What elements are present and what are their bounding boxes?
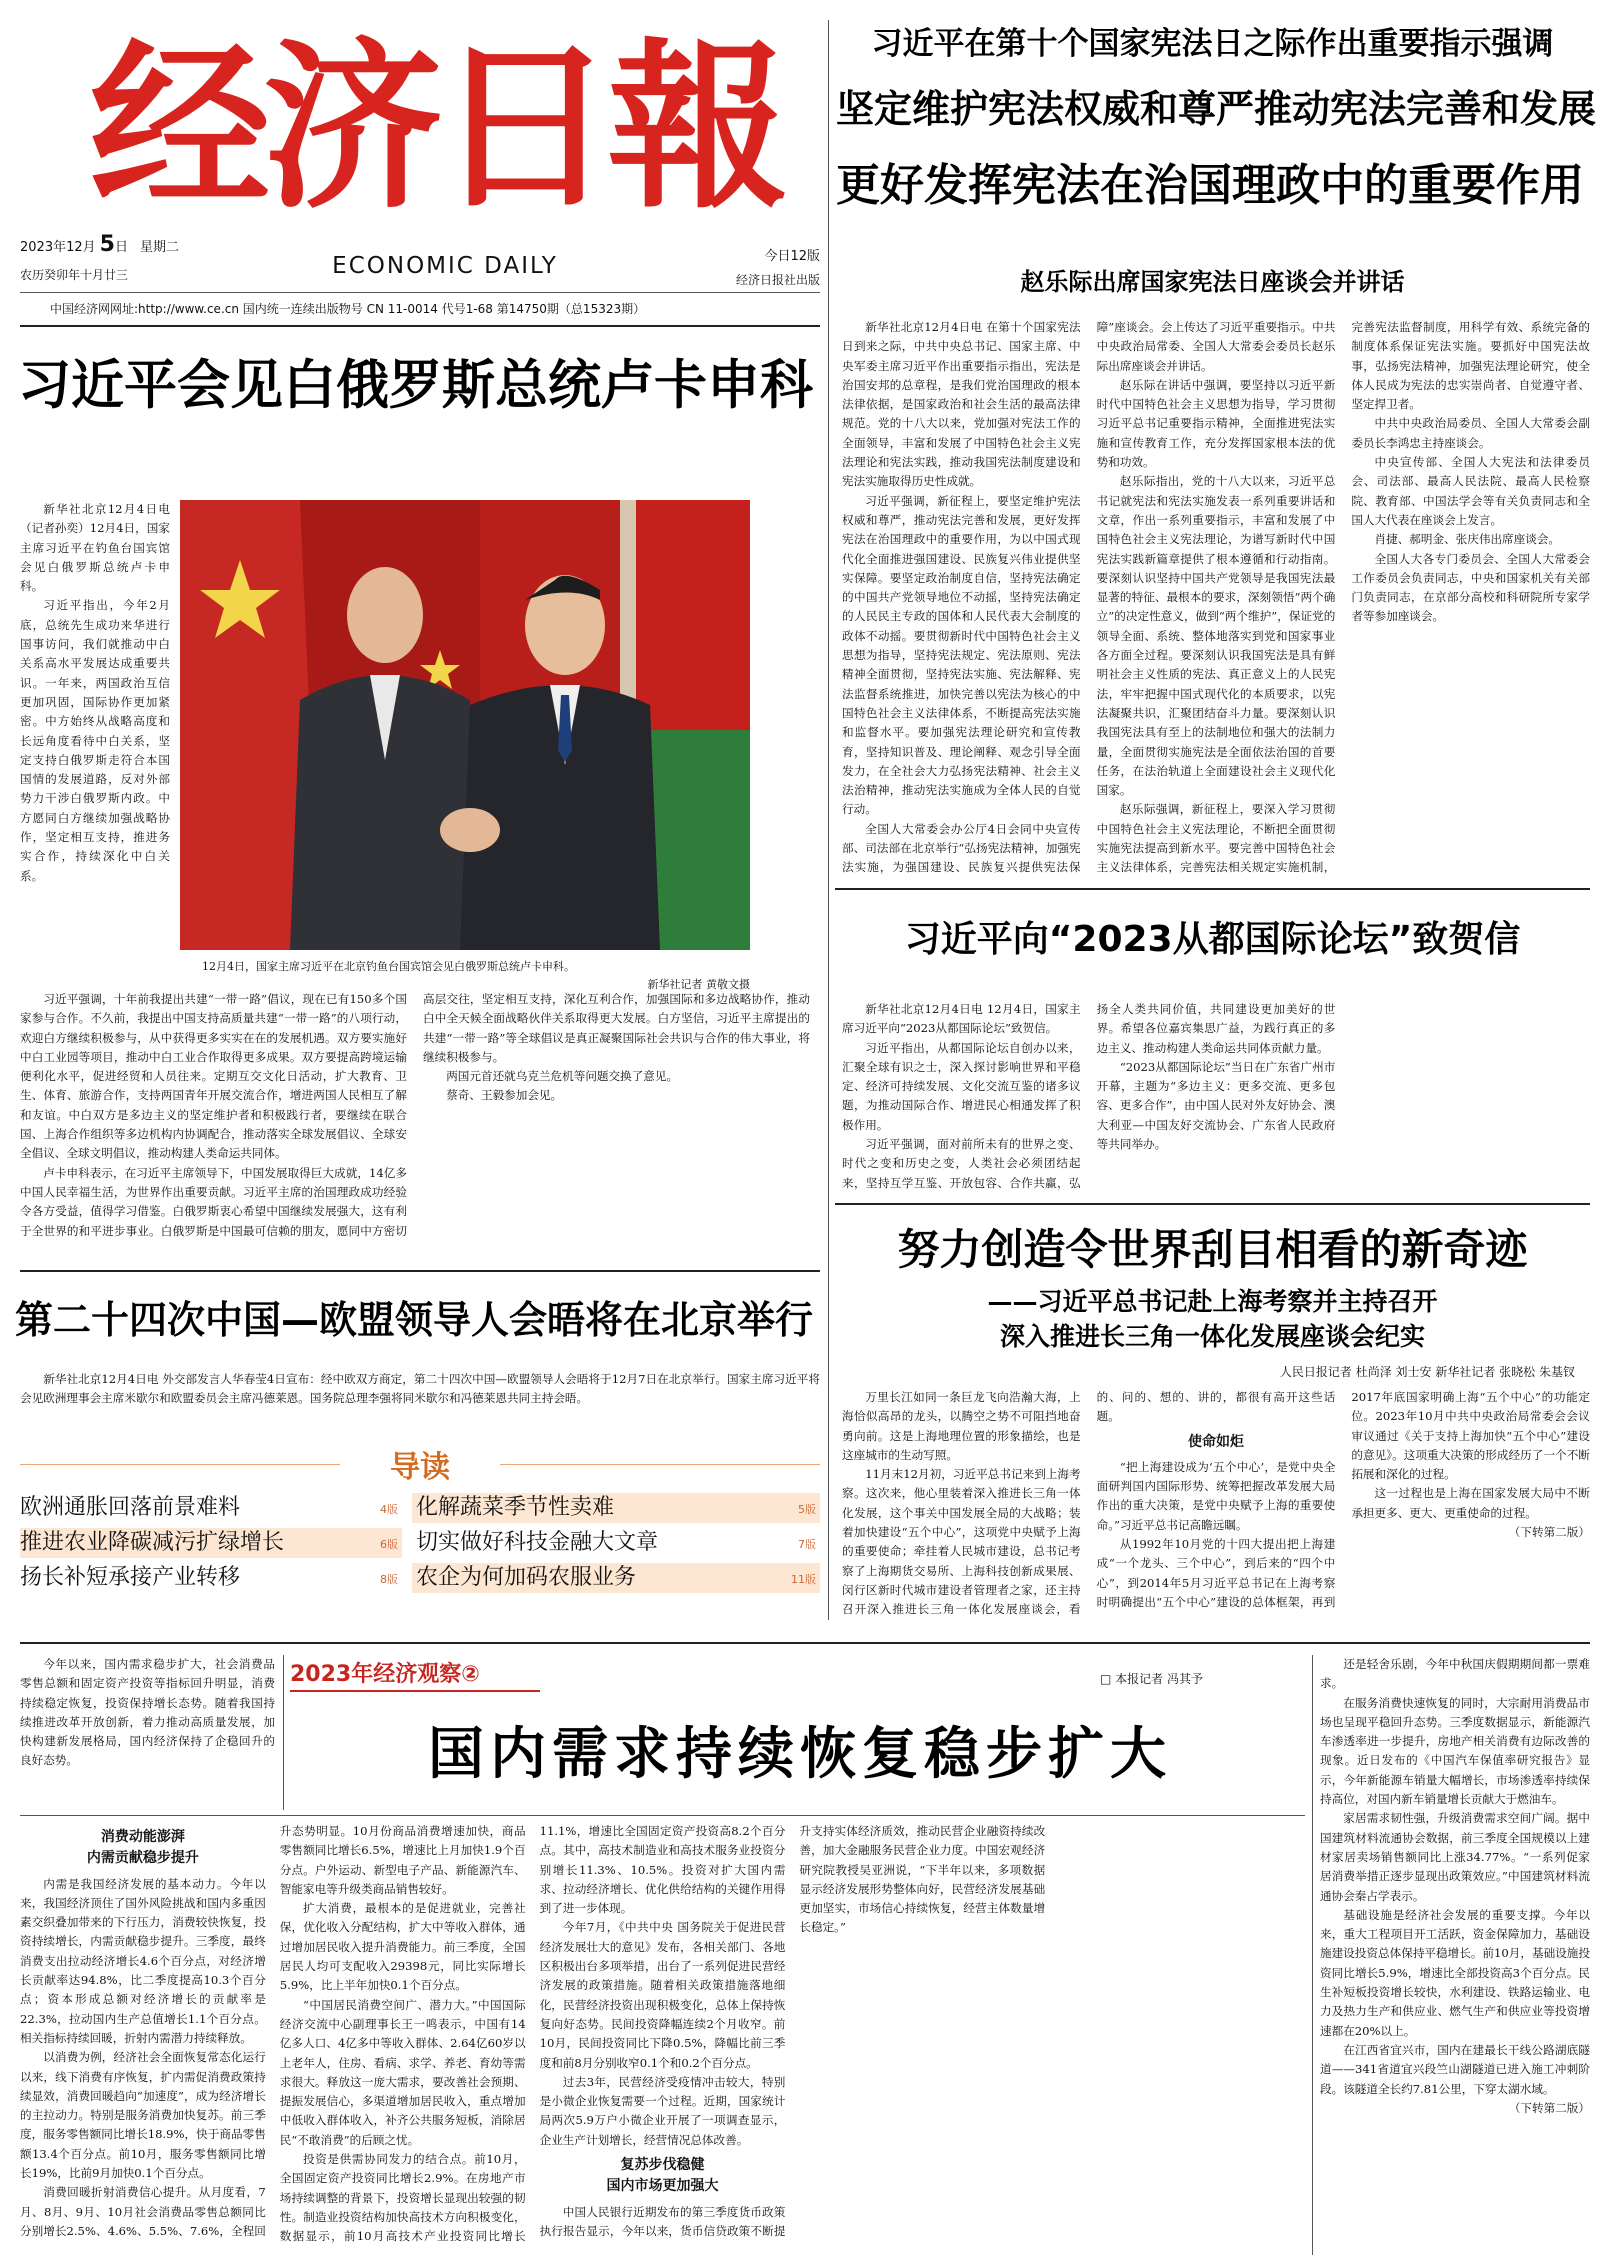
economy-side-text: 还是轻舍乐剧，今年中秋国庆假期期间都一票难求。 在服务消费快速恢复的同时，大宗耐用消费品市场也呈现平稳回升态势。三季度数据显示，新能源汽车渗透率进一步提升，房地产相关消费有边际改善的现象。近日发布的《中国汽车保值率研究报告》显示，今年新能源车销量大幅增长，市场渗透率持续保持高位，对国内新车销量增长贡献大于燃油车。 家居需求韧性强，升级消费需求空间广阔。据中国建筑材料流通协会数据，前三季度全国规模以上建材家居卖场销售额同比上涨34.77%。“一系列促家居消费举措正逐步显现出政策效应。”中国建筑材料流通协会秦占学表示。 基础设施是经济社会发展的重要支撑。今年以来，重大工程项目开工活跃，资金保障加力，基础设施建设投资总体保持平稳增长。前10月，基础设施投资同比增长5.9%，增速比全部投资高3个百分点。民生补短板投资增长较快，水利建设、铁路运输业、电力及热力生产和供应业、燃气生产和供应业等投资增速都在20%以上。 在江西省宜兴市，国内在建最长干线公路湖底隧道——341省道宜兴段竺山湖隧道已进入施工冲刺阶段。该隧道全长约7.81公里，下穿太湖水域。 （下转第二版） (1320, 1655, 1590, 2255)
daodu-item[interactable]: 扬长补短承接产业转移 8版 (20, 1565, 398, 1590)
masthead-info: 中国经济网网址:http://www.ce.cn 国内统一连续出版物号 CN 11-0014 代号1-68 第14750期（总15323期） (50, 302, 646, 316)
economy-title: 国内需求持续恢复稳步扩大 (428, 1722, 1172, 1787)
belarus-side-text: 新华社北京12月4日电（记者孙奕）12月4日，国家主席习近平在钓鱼台国宾馆会见白俄罗斯总统卢卡申科。 习近平指出，今年2月底，总统先生成功来华进行国事访问，我们就推动中白关系高水平发展达成重要共识。一年来，两国政治互信更加巩固，国际协作更加紧密。中方始终从战略高度和长远角度看待中白关系，坚定支持白俄罗斯走符合本国国情的发展道路，反对外部势力干涉白俄罗斯内政。中方愿同白方继续加强战略协作，坚定相互支持，推进务实合作，持续深化中白关系。 (20, 502, 170, 883)
shanghai-subtitle-1: ——习近平总书记赴上海考察并主持召开 (987, 1287, 1438, 1316)
daodu-item[interactable]: 切实做好科技金融大文章 7版 (416, 1530, 816, 1555)
daodu-title: 导读 (340, 1442, 500, 1486)
constitution-title-1: 坚定维护宪法权威和尊严推动宪法完善和发展 (836, 87, 1596, 131)
issue-day: 5 (99, 232, 115, 257)
masthead-pages: 今日12版 (764, 249, 820, 264)
belarus-title: 习近平会见白俄罗斯总统卢卡申科 (18, 355, 813, 416)
economy-badge[interactable]: 2023年经济观察② (290, 1658, 540, 1692)
belarus-bottom-text: 习近平强调，十年前我提出共建“一带一路”倡议，现在已有150多个国家参与合作。不久前，我提出中国支持高质量共建“一带一路”的八项行动，欢迎白方继续积极参与，从中获得更多实实在在的发展机遇。双方要实施好中白工业园等项目，推动中白工业合作取得更多成果。双方要提高跨境运输便利化水平，促进经贸和人员往来。定期互交文化日活动，扩大教育、卫生、体育、旅游合作，支持两国青年开展交流合作，增进两国人民相互了解和友谊。中白双方是多边主义的坚定维护者和积极践行者，要继续在联合国、上海合作组织等多边机构内协调配合，推动落实全球发展倡议、全球安全倡议、全球文明倡议，推动构建人类命运共同体。 卢卡申科表示，在习近平主席领导下，中国发展取得巨大成就，14亿多中国人民幸福生活，为世界作出重要贡献。习近平主席的治国理政成功经验令各方受益，值得学习借鉴。白俄罗斯衷心希望中国继续发展强大，这有利于全世界的和平进步事业。白俄罗斯是中国最可信赖的朋友，愿同中方密切高层交往，坚定相互支持，深化互利合作，加强国际和多边战略协作，推动白中全天候全面战略伙伴关系取得更大发展。白方坚信，习近平主席提出的共建“一带一路”等全球倡议是真正凝聚国际社会共识与合作的伟大事业，将继续积极参与。 两国元首还就乌克兰危机等问题交换了意见。 蔡奇、王毅参加会见。 (20, 992, 810, 1238)
eu-title: 第二十四次中国—欧盟领导人会晤将在北京举行 (15, 1298, 814, 1342)
economy-continue: （下转第二版） (1508, 2100, 1590, 2115)
daodu-item[interactable]: 农企为何加码农服业务 11版 (412, 1563, 820, 1593)
masthead-english: ECONOMIC DAILY (332, 253, 558, 279)
daodu-item[interactable]: 化解蔬菜季节性卖难 5版 (412, 1493, 820, 1523)
shanghai-title: 努力创造令世界刮目相看的新奇迹 (897, 1225, 1528, 1274)
issue-date: 2023年12月 (20, 240, 96, 255)
constitution-body: 新华社北京12月4日电 在第十个国家宪法日到来之际，中共中央总书记、国家主席、中央军委主席习近平作出重要指示指出，宪法是治国安邦的总章程，是我们党治国理政的根本法律依据，是国家政治和社会生活的最高法律规范。党的十八大以来，党加强对宪法工作的全面领导，丰富和发展了中国特色社会主义宪法理论和宪法实践，推动我国宪法制度建设和宪法实施取得历史性成就。 习近平强调，新征程上，要坚定维护宪法权威和尊严，推动宪法完善和发展，更好发挥宪法在治国理政中的重要作用，为以中国式现代化全面推进强国建设、民族复兴伟业提供坚实保障。要坚定政治制度自信，坚持宪法确定的中国共产党领导地位不动摇，坚持宪法确定的人民民主专政的国体和人民代表大会制度的政体不动摇。要贯彻新时代中国特色社会主义思想为指导，坚持宪法规定、宪法原则、宪法精神全面贯彻，坚持宪法实施、宪法解释、宪法监督系统推进，加快完善以宪法为核心的中国特色社会主义法律体系，不断提高宪法实施和监督水平。要加强宪法理论研究和宣传教育，坚持知识普及、理论阐释、观念引导全面发力，在全社会大力弘扬宪法精神、社会主义法治精神，推动宪法实施成为全体人民的自觉行动。 全国人大常委会办公厅4日会同中央宣传部、司法部在北京举行“弘扬宪法精神，加强宪法实施，为强国建设、民族复兴提供宪法保障”座谈会。会上传达了习近平重要指示。中共中央政治局常委、全国人大常委会委员长赵乐际出席座谈会并讲话。 赵乐际在讲话中强调，要坚持以习近平新时代中国特色社会主义思想为指导，学习贯彻习近平总书记重要指示精神，全面推进宪法实施和宣传教育工作，充分发挥国家根本法的优势和功效。 赵乐际指出，党的十八大以来，习近平总书记就宪法和宪法实施发表一系列重要讲话和文章，作出一系列重要指示，丰富和发展了中国特色社会主义宪法理论，为谱写新时代中国宪法实践新篇章提供了根本遵循和行动指南。要深刻认识坚持中国共产党领导是我国宪法最显著的特征、最根本的要求，深刻领悟“两个确立”的决定性意义，做到“两个维护”，保证党的领导全面、系统、整体地落实到党和国家事业各方面全过程。要深刻认识我国宪法是具有鲜明社会主义性质的宪法、真正意义上的人民宪法，牢牢把握中国式现代化的本质要求，以宪法凝聚共识，汇聚团结奋斗力量。要深刻认识我国宪法具有至上的法制地位和强大的法制力量，全面贯彻实施宪法是全面依法治国的首要任务，在法治轨道上全面建设社会主义现代化国家。 赵乐际强调，新征程上，要深入学习贯彻中国特色社会主义宪法理论，不断把全面贯彻实施宪法提高到新水平。要完善中国特色社会主义法律体系，完善宪法相关规定实施机制，完善宪法监督制度，用科学有效、系统完备的制度体系保证宪法实施。要抓好中国宪法故事，弘扬宪法精神，加强宪法理论研究，使全体人民成为宪法的忠实崇尚者、自觉遵守者、坚定捍卫者。 中共中央政治局委员、全国人大常委会副委员长李鸿忠主持座谈会。 中央宣传部、全国人大宪法和法律委员会、司法部、最高人民法院、最高人民检察院、教育部、中国法学会等有关负责同志和全国人大代表在座谈会上发言。 肖捷、郝明金、张庆伟出席座谈会。 全国人大各专门委员会、全国人大常委会工作委员会负责同志，中央和国家机关有关部门负责同志，在京部分高校和科研院所专家学者等参加座谈会。 (842, 320, 1590, 875)
daodu-title-box (20, 1442, 820, 1487)
masthead-publisher: 经济日报社出版 (735, 273, 820, 287)
economy-body: 消费动能澎湃 内需贡献稳步提升 内需是我国经济发展的基本动力。今年以来，我国经济顶住了国外风险挑战和国内多重因素交织叠加带来的下行压力，消费较快恢复，投资持续增长，内需贡献稳步提升。三季度，最终消费支出拉动经济增长4.6个百分点，对经济增长贡献率达94.8%，比二季度提高10.3个百分点；资本形成总额对经济增长的贡献率是22.3%，拉动国内生产总值增长1.1个百分点。相关指标持续回暖，折射内需潜力持续释放。 以消费为例，经济社会全面恢复常态化运行以来，线下消费有序恢复，扩内需促消费政策持续显效，消费回暖趋向“加速度”，成为经济增长的主拉动力。特别是服务消费加快复苏。前三季度，服务零售额同比增长18.9%，快于商品零售额13.4个百分点。前10月，服务零售额同比增长19%，比前9月加快0.1个百分点。 消费回暖折射消费信心提升。从月度看，7月、8月、9月、10月社会消费品零售总额同比分别增长2.5%、4.6%、5.5%、7.6%，全程回升态势明显。10月份商品消费增速加快，商品零售额同比增长6.5%，增速比上月加快1.9个百分点。户外运动、新型电子产品、新能源汽车、智能家电等升级类商品销售较好。 扩大消费，最根本的是促进就业，完善社保，优化收入分配结构，扩大中等收入群体，通过增加居民收入提升消费能力。前三季度，全国居民人均可支配收入29398元，同比实际增长5.9%，比上半年加快0.1个百分点。 “中国居民消费空间广、潜力大。”中国国际经济交流中心副理事长王一鸣表示，中国有14亿多人口、4亿多中等收入群体、2.64亿60岁以上老年人，住房、看病、求学、养老、育幼等需求很大。释放这一庞大需求，要改善社会预期、提振发展信心，多渠道增加居民收入，重点增加中低收入群体收入，补齐公共服务短板，消除居民“不敢消费”的后顾之忧。 投资是供需协同发力的结合点。前10月，全国固定资产投资同比增长2.9%。在房地产市场持续调整的背景下，投资增长显现出较强的韧性。制造业投资结构加快高技术方向积极变化，数据显示，前10月高技术产业投资同比增长11.1%，增速比全国固定资产投资高8.2个百分点。其中，高技术制造业和高技术服务业投资分别增长11.3%、10.5%。投资对扩大国内需求、拉动经济增长、优化供给结构的关键作用得到了进一步体现。 今年7月，《中共中央 国务院关于促进民营经济发展壮大的意见》发布，各相关部门、各地区积极出台多项举措，出台了一系列促进民营经济发展的政策措施。随着相关政策措施落地细化，民营经济投资出现积极变化，总体上保持恢复向好态势。民间投资降幅连续2个月收窄。前10月，民间投资同比下降0.5%，降幅比前三季度和前8月分别收窄0.1个和0.2个百分点。 过去3年，民营经济受疫情冲击较大，特别是小微企业恢复需要一个过程。近期，国家统计局两次5.9万户小微企业开展了一项调查显示，企业生产计划增长，经营情况总体改善。 复苏步伐稳健 国内市场更加强大 中国人民银行近期发布的第三季度货币政策执行报告显示，今年以来，货币信贷政策不断提升支持实体经济质效，推动民营企业融资持续改善，加大金融服务民营企业力度。中国宏观经济研究院教授吴亚洲说，“下半年以来，多项数据显示经济发展形势整体向好，民营经济发展基础更加坚实，市场信心持续恢复，经营主体数量增长稳定。” (20, 1824, 1046, 2244)
constitution-title-2: 更好发挥宪法在治国理政中的重要作用 (836, 160, 1584, 211)
eu-body: 新华社北京12月4日电 外交部发言人华春莹4日宣布：经中欧双方商定，第二十四次中国—欧盟领导人会晤将于12月7日在北京举行。国家主席习近平将会见欧洲理事会主席米歇尔和欧盟委员会主席冯德莱恩。国务院总理李强将同米歇尔和冯德莱恩共同主持会晤。 (20, 1372, 820, 1406)
forum-body: 新华社北京12月4日电 12月4日，国家主席习近平向“2023从都国际论坛”致贺信。 习近平指出，从都国际论坛自创办以来，汇聚全球有识之士，深入探讨影响世界和平稳定、经济可持续发展、文化交流互鉴的诸多议题，为推动国际合作、增进民心相通发挥了积极作用。 习近平强调，面对前所未有的世界之变、时代之变和历史之变，人类社会必须团结起来，坚持互学互鉴、开放包容、合作共赢，弘扬全人类共同价值，共同建设更加美好的世界。希望各位嘉宾集思广益，为践行真正的多边主义、推动构建人类命运共同体贡献力量。 “2023从都国际论坛”当日在广东省广州市开幕，主题为“多边主义：更多交流、更多包容、更多合作”，由中国人民对外友好协会、澳大利亚—中国友好交流协会、广东省人民政府等共同举办。 (842, 1002, 1336, 1190)
photo-caption-block (180, 958, 750, 992)
issue-weekday: 星期二 (139, 240, 179, 255)
newspaper-logo (90, 20, 790, 220)
constitution-subtitle: 赵乐际出席国家宪法日座谈会并讲话 (1020, 267, 1405, 296)
economy-lead: 今年以来，国内需求稳步扩大，社会消费品零售总额和固定资产投资等指标回升明显，消费持续稳定恢复，投资保持增长态势。随着我国持续推进改革开放创新，着力推动高质量发展，加快构建新发展格局，国内经济保持了企稳回升的良好态势。 (20, 1657, 275, 1768)
daodu-item[interactable]: 推进农业降碳减污扩绿增长 6版 (20, 1528, 402, 1558)
economy-byline: □ 本报记者 冯其予 (1100, 1672, 1203, 1686)
forum-title: 习近平向“2023从都国际论坛”致贺信 (904, 919, 1521, 960)
svg-text:经济日報: 经济日報 (90, 22, 785, 220)
issue-day-suffix: 日 (114, 240, 128, 255)
shanghai-body: 万里长江如同一条巨龙飞向浩瀚大海，上海恰似高昂的龙头，以腾空之势不可阻挡地奋勇向前。这是上海地理位置的形象描绘，也是这座城市的生动写照。 11月末12月初，习近平总书记来到上海考察。这次来，他心里装着深入推进长三角一体化发展，这个事关中国发展全局的大战略；装着加快建设“五个中心”，这项党中央赋予上海的重要使命；牵挂着人民城市建设，总书记考察了上海期货交易所、上海科技创新成果展、闵行区新时代城市建设者管理者之家，还主持召开深入推进长三角一体化发展座谈会，看的、问的、想的、讲的，都很有高开这些话题。 使命如炬 “把上海建设成为‘五个中心’，是党中央全面研判国内国际形势、统筹把握改革发展大局作出的重大决策，是党中央赋予上海的重要使命。”习近平总书记高瞻远瞩。 从1992年10月党的十四大提出把上海建成“一个龙头、三个中心”，到后来的“四个中心”，到2014年5月习近平总书记在上海考察时明确提出“五个中心”建设的总体框架，再到2017年底国家明确上海“五个中心”的功能定位。2023年10月中共中央政治局常委会会议审议通过《关于支持上海加快“五个中心”建设的意见》。这项重大决策的形成经历了一个不断拓展和深化的过程。 这一过程也是上海在国家发展大局中不断承担更多、更大、更重使命的过程。 （下转第二版） (842, 1390, 1590, 1617)
photo-caption: 12月4日，国家主席习近平在北京钓鱼台国宾馆会见白俄罗斯总统卢卡申科。 (202, 960, 575, 973)
shanghai-subtitle-2: 深入推进长三角一体化发展座谈会纪实 (999, 1322, 1425, 1351)
meeting-photo (180, 500, 750, 950)
photo-credit: 新华社记者 黄敬文摄 (647, 978, 750, 991)
shanghai-continue: （下转第二版） (1508, 1525, 1590, 1540)
masthead-lunar: 农历癸卯年十月廿三 (20, 268, 129, 282)
shanghai-byline: 人民日报记者 杜尚泽 刘士安 新华社记者 张晓松 朱基钗 (1279, 1365, 1575, 1379)
daodu-item[interactable]: 欧洲通胀回落前景难料 4版 (20, 1493, 402, 1523)
constitution-kicker: 习近平在第十个国家宪法日之际作出重要指示强调 (871, 26, 1554, 62)
